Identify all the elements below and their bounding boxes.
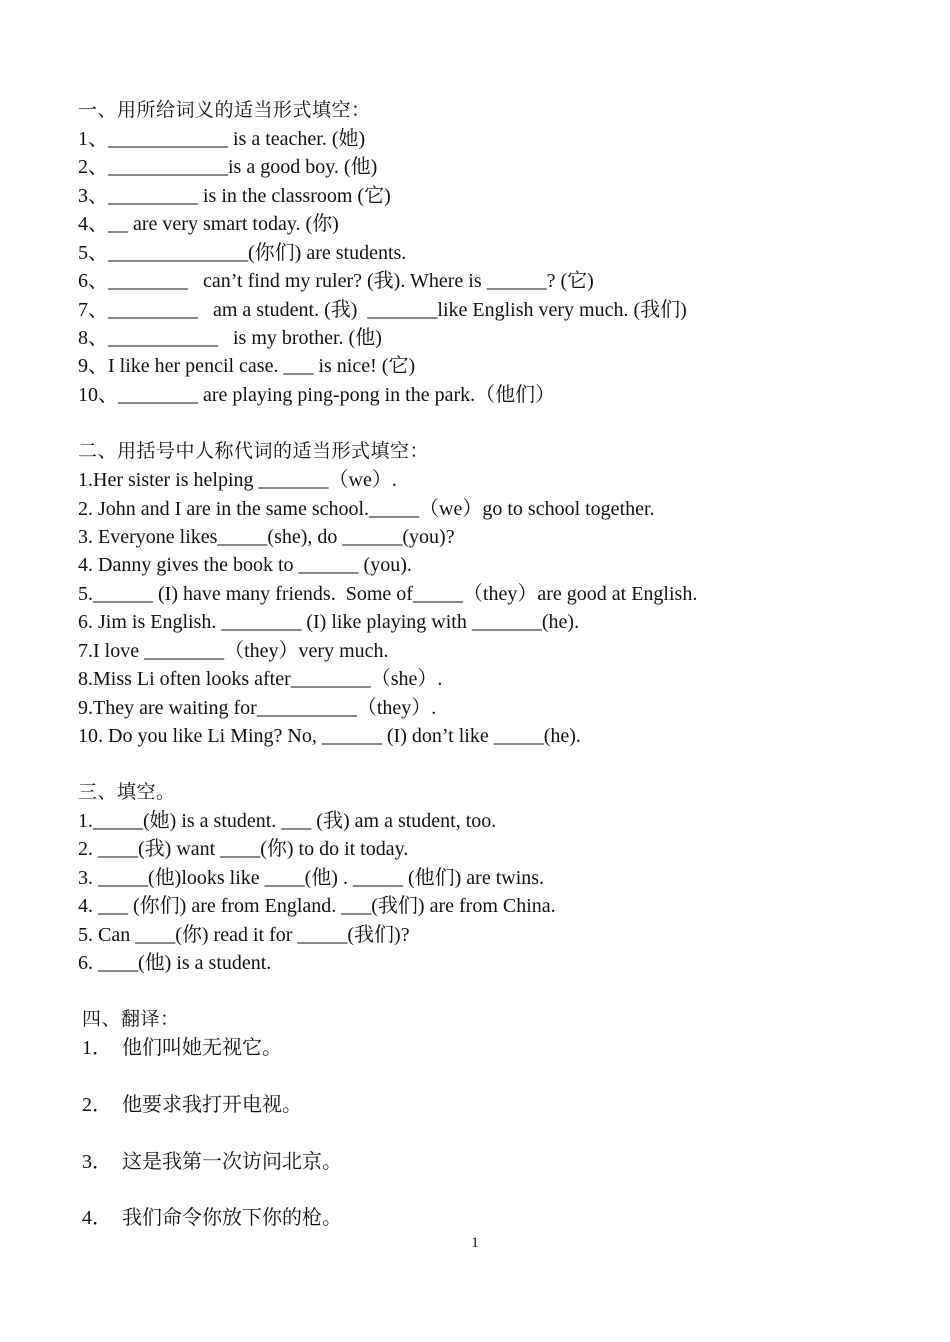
exercise-item: 3、_________ is in the classroom (它) — [78, 185, 391, 207]
exercise-item: 9、I like her pencil case. ___ is nice! (它) — [78, 355, 416, 377]
section-2-heading: 二、用括号中人称代词的适当形式填空： — [78, 441, 430, 462]
exercise-item: 4、__ are very smart today. (你) — [78, 213, 339, 235]
exercise-item: 4. Danny gives the book to ______ (you). — [78, 554, 412, 576]
exercise-item: 8、___________ is my brother. (他) — [78, 327, 382, 349]
exercise-item: 10、________ are playing ping-pong in the park.（他们） — [78, 384, 556, 406]
exercise-item: 1.Her sister is helping _______（we）. — [78, 469, 397, 491]
page-number: 1 — [471, 1235, 479, 1251]
translation-item: 3． 这是我第一次访问北京。 — [82, 1151, 342, 1173]
exercise-item: 5.______ (I) have many friends. Some of_____（they）are good at English. — [78, 583, 698, 605]
translation-item: 2． 他要求我打开电视。 — [82, 1094, 302, 1116]
section-3-heading: 三、填空。 — [78, 782, 176, 803]
exercise-item: 1、____________ is a teacher. (她) — [78, 128, 366, 150]
exercise-item: 2、____________is a good boy. (他) — [78, 156, 378, 178]
exercise-item: 5、______________(你们) are students. — [78, 242, 407, 264]
exercise-item: 8.Miss Li often looks after________（she）. — [78, 668, 443, 690]
translation-item: 1． 他们叫她无视它。 — [82, 1037, 282, 1059]
exercise-item: 7.I love ________（they）very much. — [78, 640, 389, 662]
exercise-item: 7、_________ am a student. (我) _______like English very much. (我们) — [78, 299, 687, 321]
exercise-item: 3. _____(他)looks like ____(他) . _____ (他们) are twins. — [78, 867, 545, 889]
exercise-item: 1._____(她) is a student. ___ (我) am a student, too. — [78, 810, 497, 832]
section-4-heading: 四、翻译： — [82, 1009, 180, 1030]
exercise-item: 2. ____(我) want ____(你) to do it today. — [78, 838, 409, 860]
exercise-item: 9.They are waiting for__________（they）. — [78, 697, 437, 719]
translation-item: 4． 我们命令你放下你的枪。 — [82, 1207, 342, 1229]
exercise-item: 4. ___ (你们) are from England. ___(我们) are from China. — [78, 895, 556, 917]
exercise-item: 6. Jim is English. ________ (I) like playing with _______(he). — [78, 611, 580, 633]
exercise-item: 5. Can ____(你) read it for _____(我们)? — [78, 924, 410, 946]
exercise-item: 3. Everyone likes_____(she), do ______(you)? — [78, 526, 455, 548]
exercise-item: 2. John and I are in the same school._____（we）go to school together. — [78, 498, 655, 520]
exercise-item: 6. ____(他) is a student. — [78, 952, 272, 974]
exercise-item: 10. Do you like Li Ming? No, ______ (I) don’t like _____(he). — [78, 725, 581, 747]
section-1-heading: 一、用所给词义的适当形式填空： — [78, 100, 371, 121]
exercise-item: 6、________ can’t find my ruler? (我). Where is ______? (它) — [78, 270, 594, 292]
